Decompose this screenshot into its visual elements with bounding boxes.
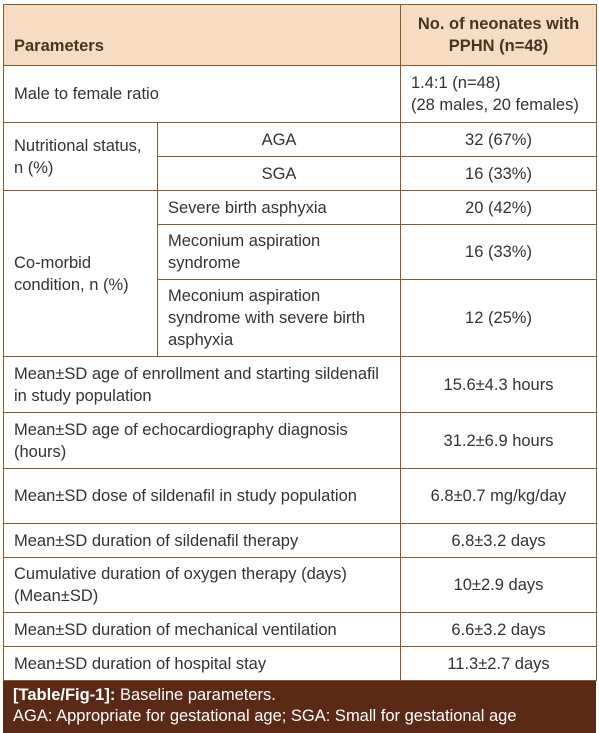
sex-ratio-value-line2: (28 males, 20 females)	[411, 96, 579, 114]
value-dose: 6.8±0.7 mg/kg/day	[401, 469, 597, 524]
header-pphn-count: No. of neonates with PPHN (n=48)	[401, 5, 597, 66]
row-label-duration-sildenafil: Mean±SD duration of sildenafil therapy	[4, 524, 401, 558]
figure-caption	[3, 681, 596, 733]
caption-title: Baseline parameters.	[115, 686, 276, 704]
table-row	[4, 647, 597, 681]
row-value-sex-ratio	[401, 66, 597, 123]
table-row	[4, 123, 597, 157]
baseline-parameters-table	[3, 4, 597, 681]
value-mas-asphyxia: 12 (25%)	[401, 280, 597, 357]
row-label-ventilation: Mean±SD duration of mechanical ventilation	[4, 613, 401, 647]
row-label-age-enrollment: Mean±SD age of enrollment and starting sildenafil in study population	[4, 357, 401, 413]
value-age-echo: 31.2±6.9 hours	[401, 413, 597, 469]
sex-ratio-value-line1: 1.4:1 (n=48)	[411, 74, 501, 92]
value-aga: 32 (67%)	[401, 123, 597, 157]
sub-label-mas-asphyxia: Meconium aspiration syndrome with severe birth asphyxia	[158, 280, 401, 357]
value-oxygen: 10±2.9 days	[401, 558, 597, 613]
table-row	[4, 413, 597, 469]
table-row	[4, 357, 597, 413]
value-sga: 16 (33%)	[401, 157, 597, 191]
table-row	[4, 524, 597, 558]
table-row	[4, 66, 597, 123]
value-ventilation: 6.6±3.2 days	[401, 613, 597, 647]
row-label-age-echo: Mean±SD age of echocardiography diagnosis (hours)	[4, 413, 401, 469]
sub-label-mas: Meconium aspiration syndrome	[158, 225, 401, 280]
table-row	[4, 469, 597, 524]
row-label-sex-ratio: Male to female ratio	[4, 66, 401, 123]
header-parameters: Parameters	[4, 5, 401, 66]
value-duration-sildenafil: 6.8±3.2 days	[401, 524, 597, 558]
caption-title-line	[13, 685, 586, 706]
table-header-row	[4, 5, 597, 66]
table-row	[4, 558, 597, 613]
sub-label-sga: SGA	[158, 157, 401, 191]
sub-label-aga: AGA	[158, 123, 401, 157]
row-label-hospital: Mean±SD duration of hospital stay	[4, 647, 401, 681]
caption-tag: [Table/Fig-1]:	[13, 686, 116, 704]
baseline-table-figure	[3, 4, 596, 733]
value-hospital: 11.3±2.7 days	[401, 647, 597, 681]
row-label-comorbid: Co-morbid condition, n (%)	[4, 191, 158, 357]
value-asphyxia: 20 (42%)	[401, 191, 597, 225]
table-row	[4, 191, 597, 225]
value-age-enrollment: 15.6±4.3 hours	[401, 357, 597, 413]
table-row	[4, 613, 597, 647]
row-label-oxygen: Cumulative duration of oxygen therapy (days) (Mean±SD)	[4, 558, 401, 613]
value-mas: 16 (33%)	[401, 225, 597, 280]
row-label-nutrition: Nutritional status, n (%)	[4, 123, 158, 191]
sub-label-asphyxia: Severe birth asphyxia	[158, 191, 401, 225]
caption-note: AGA: Appropriate for gestational age; SGA: Small for gestational age	[13, 707, 517, 725]
row-label-dose: Mean±SD dose of sildenafil in study population	[4, 469, 401, 524]
